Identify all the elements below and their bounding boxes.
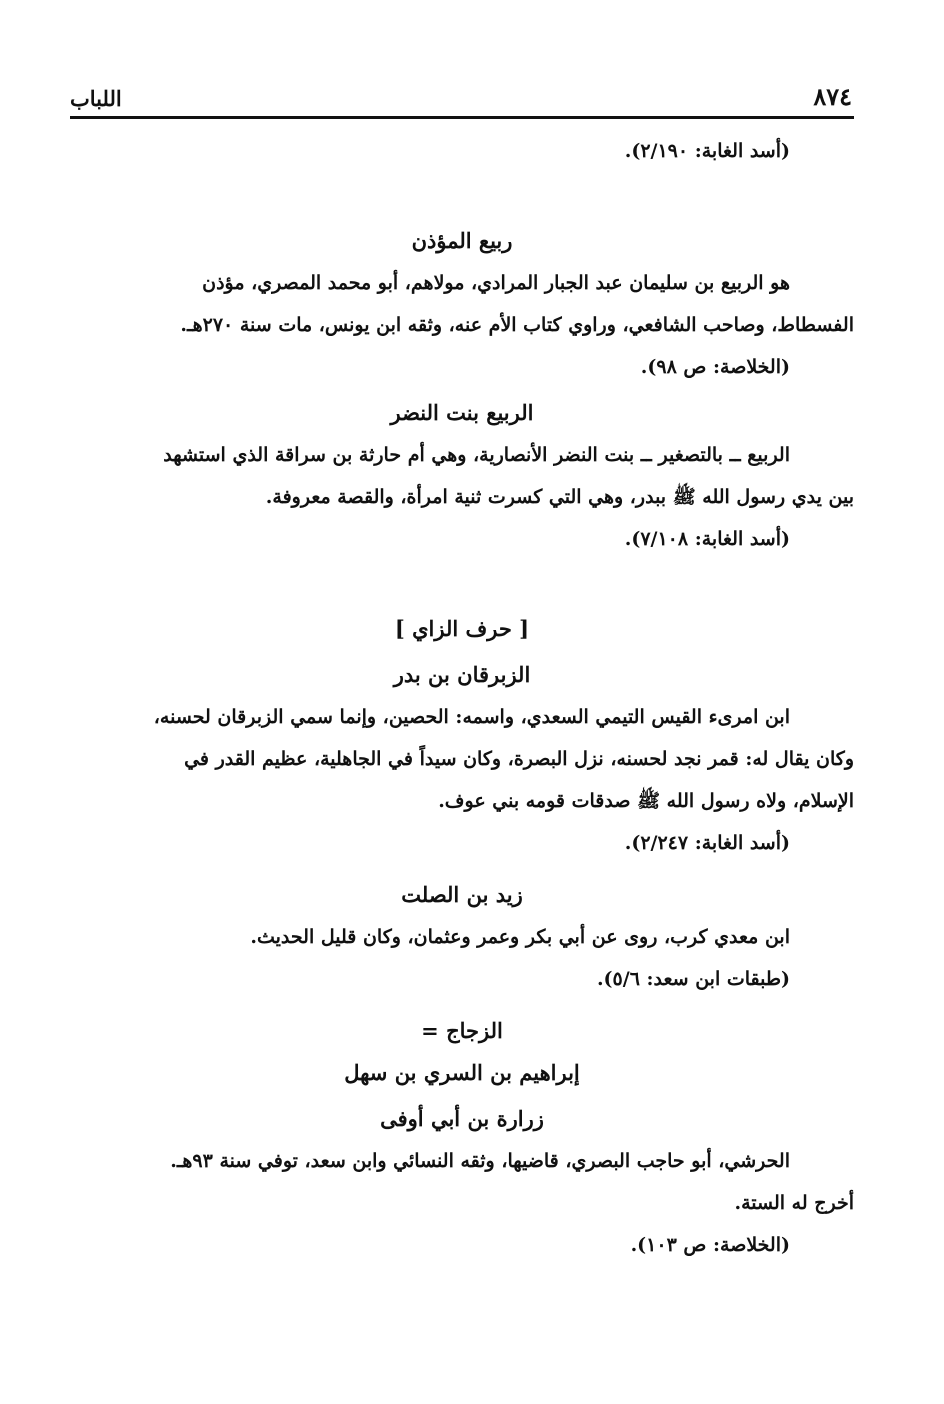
paragraph-line: ابن معدي كرب، روى عن أبي بكر وعمر وعثمان، وكان قليل الحديث. (250, 926, 790, 948)
running-title: اللباب (70, 86, 122, 111)
paragraph-line: وكان يقال له: قمر نجد لحسنه، نزل البصرة، وكان سيداً في الجاهلية، عظيم القدر في (184, 748, 854, 770)
entry-paragraph (70, 262, 854, 346)
reference-line: (أسد الغابة: ٢/٢٤٧). (624, 832, 790, 854)
entry-paragraph (70, 1140, 854, 1224)
header-rule (70, 116, 854, 119)
paragraph-line: الحرشي، أبو حاجب البصري، قاضيها، وثقه النسائي وابن سعد، توفي سنة ٩٣هـ. (170, 1150, 790, 1172)
paragraph-line: الربيع ــ بالتصغير ــ بنت النضر الأنصارية، وهي أم حارثة بن سراقة الذي استشهد (163, 444, 790, 466)
entry-heading: الزبرقان بن بدر (393, 662, 531, 687)
entry-paragraph (70, 916, 854, 958)
entry-paragraph (70, 434, 854, 518)
cross-reference-heading: إبراهيم بن السري بن سهل (344, 1060, 580, 1085)
entry-heading: زيد بن الصلت (401, 882, 523, 907)
paragraph-line: بين يدي رسول الله ﷺ ببدر، وهي التي كسرت ثنية امرأة، والقصة معروفة. (265, 486, 854, 508)
reference-line: (الخلاصة: ص ١٠٣). (630, 1234, 790, 1256)
reference-line: (طبقات ابن سعد: ٥/٦). (596, 968, 790, 990)
page-number: ٨٧٤ (813, 82, 852, 111)
page-header (70, 78, 854, 118)
reference-line: (الخلاصة: ص ٩٨). (640, 356, 790, 378)
reference-line: (أسد الغابة: ٧/١٠٨). (624, 528, 790, 550)
entry-heading: زرارة بن أبي أوفى (380, 1106, 544, 1131)
paragraph-line: الفسطاط، وصاحب الشافعي، وراوي كتاب الأم عنه، وثقه ابن يونس، مات سنة ٢٧٠هـ. (180, 314, 854, 336)
entry-heading: الزجاج = (421, 1018, 503, 1043)
section-heading: [ حرف الزاي ] (394, 616, 530, 641)
paragraph-line: ابن امرىء القيس التيمي السعدي، واسمه: الحصين، وإنما سمي الزبرقان لحسنه، (153, 706, 790, 728)
paragraph-line: الإسلام، ولاه رسول الله ﷺ صدقات قومه بني عوف. (438, 790, 854, 812)
entry-paragraph (70, 696, 854, 822)
entry-heading: الربيع بنت النضر (390, 400, 534, 425)
reference-line: (أسد الغابة: ٢/١٩٠). (624, 140, 790, 162)
paragraph-line: هو الربيع بن سليمان عبد الجبار المرادي، مولاهم، أبو محمد المصري، مؤذن (202, 272, 790, 294)
entry-heading: ربيع المؤذن (411, 228, 513, 253)
page-body (70, 130, 854, 1266)
paragraph-line: أخرج له الستة. (734, 1192, 854, 1214)
